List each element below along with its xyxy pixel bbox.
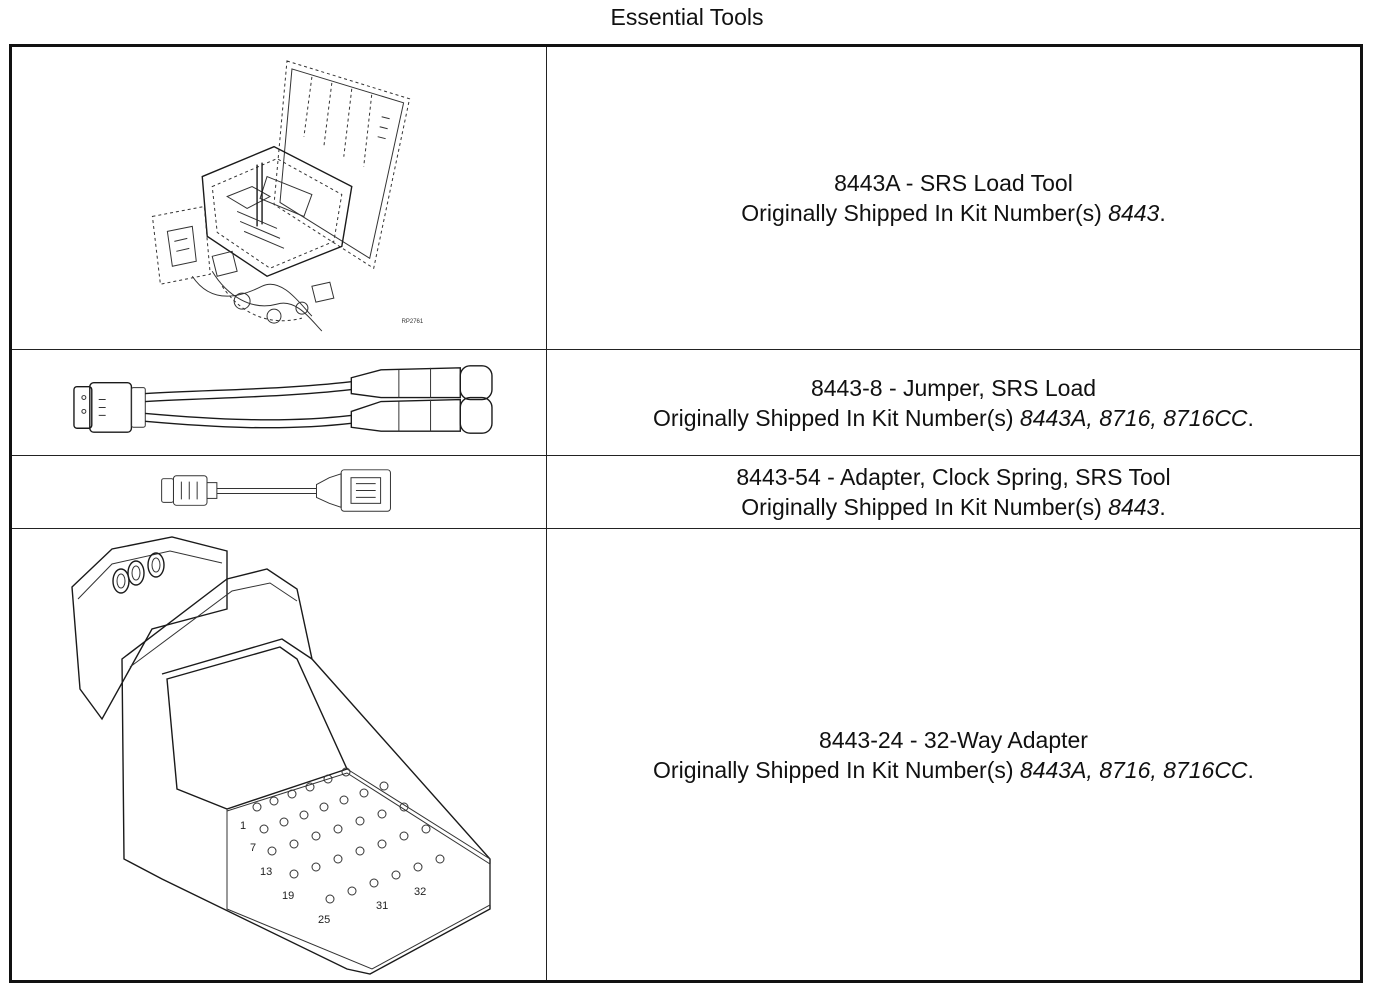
tool-name: 8443A - SRS Load Tool: [834, 170, 1073, 196]
kit-numbers: 8443A, 8716, 8716CC: [1019, 756, 1248, 783]
tool-name: 8443-24 - 32-Way Adapter: [819, 726, 1088, 753]
kit-numbers: 8443A, 8716, 8716CC: [1019, 404, 1248, 431]
tool-image-cell: [12, 350, 547, 455]
jumper-illustration: [12, 350, 547, 455]
clock-spring-adapter-illustration: [12, 456, 547, 528]
tool-description-cell: [547, 456, 1360, 528]
kit-line: [653, 755, 1254, 785]
pin-label: 1: [240, 820, 247, 832]
tool-name: 8443-8 - Jumper, SRS Load: [810, 374, 1097, 401]
essential-tools-table: [9, 44, 1363, 983]
tool-image-cell: [12, 529, 547, 980]
kit-line: [653, 403, 1254, 433]
kit-suffix: .: [1247, 404, 1254, 431]
page-title: Essential Tools: [610, 4, 764, 30]
pin-label: 25: [318, 914, 331, 926]
table-row: [12, 47, 1360, 350]
pin-label: 13: [260, 866, 273, 878]
kit-numbers: 8443: [1108, 200, 1160, 226]
pin-label: 19: [282, 890, 295, 902]
kit-numbers: 8443: [1108, 494, 1160, 520]
kit-prefix: Originally Shipped In Kit Number(s): [741, 494, 1102, 520]
pin-label: 7: [250, 842, 257, 854]
tool-image-cell: [12, 456, 547, 528]
32-way-adapter-illustration: [12, 529, 547, 980]
tool-description-cell: [547, 47, 1360, 349]
table-row: [12, 350, 1360, 456]
pin-label: 32: [414, 886, 427, 898]
pin-label: 31: [376, 900, 389, 912]
kit-suffix: .: [1159, 494, 1166, 520]
tool-image-cell: [12, 47, 547, 349]
illustration-code: RP2761: [401, 319, 424, 326]
srs-load-tool-illustration: [12, 47, 547, 349]
pin-holes: [253, 768, 444, 903]
table-row: [12, 456, 1360, 529]
table-row: [12, 529, 1360, 980]
tool-name: 8443-54 - Adapter, Clock Spring, SRS Tool: [736, 464, 1171, 490]
kit-line: [741, 198, 1165, 228]
kit-prefix: Originally Shipped In Kit Number(s): [741, 200, 1102, 226]
kit-suffix: .: [1247, 756, 1254, 783]
kit-suffix: .: [1159, 200, 1166, 226]
tool-description-cell: [547, 529, 1360, 980]
kit-prefix: Originally Shipped In Kit Number(s): [653, 756, 1014, 783]
tool-description-cell: [547, 350, 1360, 455]
kit-line: [741, 492, 1165, 522]
kit-prefix: Originally Shipped In Kit Number(s): [653, 404, 1014, 431]
